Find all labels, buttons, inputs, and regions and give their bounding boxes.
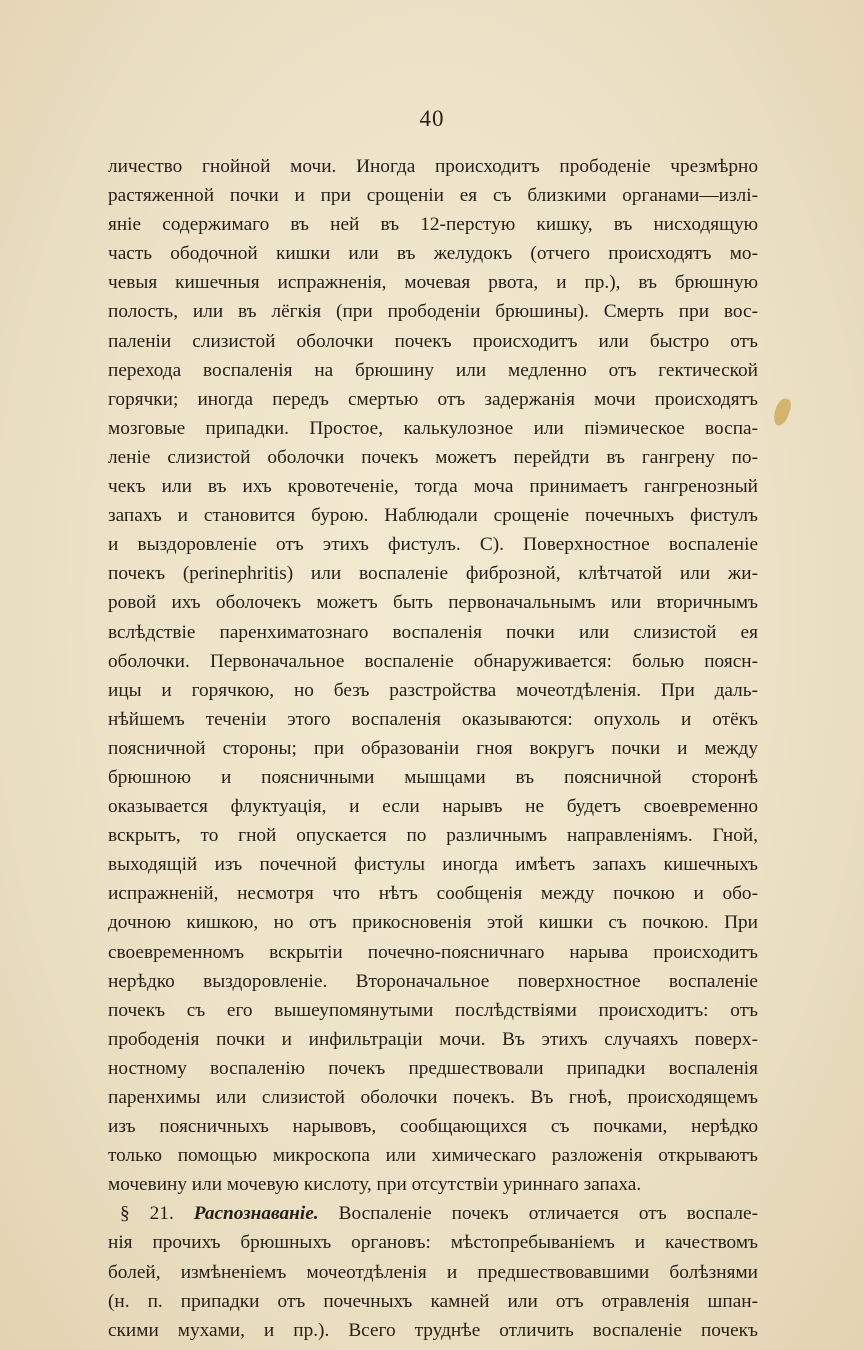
text-line: полость, или въ лёгкія (при прободеніи брюшины). Смерть при вос- [108, 301, 758, 323]
text-line: вслѣдствіе паренхиматознаго воспаленія почки или слизистой ея [108, 621, 758, 643]
text-line: нія прочихъ брюшныхъ органовъ: мѣстопребываніемъ и качествомъ [108, 1232, 758, 1254]
text-line: своевременномъ вскрытіи почечно-поясничнаго нарыва происходитъ [108, 941, 758, 963]
text-line: яніе содержимаго въ ней въ 12-перстую кишку, въ нисходящую [108, 214, 758, 236]
text-line: часть ободочной кишки или въ желудокъ (отчего происходятъ мо- [108, 243, 758, 265]
section-first-line [108, 1199, 758, 1228]
text-line: почекъ съ его вышеупомянутыми послѣдствіями происходитъ: отъ [108, 999, 758, 1021]
text-line: перехода воспаленія на брюшину или медленно отъ гектической [108, 359, 758, 381]
text-line: личество гнойной мочи. Иногда происходитъ прободеніе чрезмѣрно [108, 156, 758, 177]
text-line: почекъ (perinephritis) или воспаленіе фиброзной, клѣтчатой или жи- [108, 563, 758, 585]
text-line: только помощью микроскопа или химическаго разложенія открываютъ [108, 1145, 758, 1167]
text-line: испражненій, несмотря что нѣтъ сообщенія между почкою и обо- [108, 883, 758, 905]
section-number: § 21. [120, 1203, 174, 1225]
text-line: леніе слизистой оболочки почекъ можетъ перейдти въ гангрену по- [108, 446, 758, 468]
text-line: запахъ и становится бурою. Наблюдали срощеніе почечныхъ фистулъ [108, 505, 758, 527]
text-line: мочевину или мочевую кислоту, при отсутствіи уриннаго запаха. [108, 1174, 642, 1196]
section-heading: Распознаваніе. [193, 1203, 319, 1225]
text-line: чевыя кишечныя испражненія, мочевая рвота, и пр.), въ брюшную [108, 272, 758, 294]
text-line: прободенія почки и инфильтраціи мочи. Въ этихъ случаяхъ поверх- [108, 1028, 758, 1050]
text-line: оказывается флуктуація, и если нарывъ не будетъ своевременно [108, 796, 758, 818]
text-line: ровой ихъ оболочекъ можетъ быть первоначальнымъ или вторичнымъ [108, 592, 758, 614]
text-line: и выздоровленіе отъ этихъ фистулъ. C). Поверхностное воспаленіе [108, 534, 758, 556]
text-line: нерѣдко выздоровленіе. Второначальное поверхностное воспаленіе [108, 970, 758, 992]
text-line: поясничной стороны; при образованіи гноя вокругъ почки и между [108, 737, 758, 759]
text-line: паленіи слизистой оболочки почекъ происходитъ или быстро отъ [108, 330, 758, 352]
text-line: оболочки. Первоначальное воспаленіе обнаруживается: болью поясн- [108, 650, 758, 672]
text-line: изъ поясничныхъ нарывовъ, сообщающихся съ почками, нерѣдко [108, 1116, 758, 1138]
text-line: горячки; иногда передъ смертью отъ задержанія мочи происходятъ [108, 388, 758, 410]
text-line: растяженной почки и при срощеніи ея съ близкими органами—излі- [108, 185, 758, 207]
text-line: паренхимы или слизистой оболочки почекъ. Въ гноѣ, происходящемъ [108, 1087, 758, 1108]
section-text: Воспаленіе почекъ отличается отъ воспале- [338, 1203, 759, 1225]
text-line: брюшною и поясничными мышцами въ поясничной сторонѣ [108, 766, 758, 788]
page-number: 40 [419, 106, 445, 131]
text-line: ностному воспаленію почекъ предшествовали припадки воспаленія [108, 1057, 758, 1079]
text-line: болей, измѣненіемъ мочеотдѣленія и предшествовавшими болѣзнями [108, 1261, 758, 1283]
text-line: ицы и горячкою, но безъ разстройства мочеотдѣленія. При даль- [108, 679, 758, 701]
body-text [108, 152, 758, 1345]
text-line: дочною кишкою, но отъ прикосновенія этой кишки съ почкою. При [108, 912, 758, 934]
text-line: (н. п. припадки отъ почечныхъ камней или отъ отравленія шпан- [108, 1290, 758, 1312]
paper-stain [771, 396, 794, 427]
text-line: нѣйшемъ теченіи этого воспаленія оказываются: опухоль и отёкъ [108, 708, 758, 730]
text-line: выходящій изъ почечной фистулы иногда имѣетъ запахъ кишечныхъ [108, 854, 758, 876]
text-line: вскрытъ, то гной опускается по различнымъ направленіямъ. Гной, [108, 825, 758, 847]
text-line: скими мухами, и пр.). Всего труднѣе отличить воспаленіе почекъ [108, 1319, 758, 1341]
text-line: чекъ или въ ихъ кровотеченіе, тогда моча принимаетъ гангренозный [108, 476, 758, 498]
text-line: мозговые припадки. Простое, калькулозное или піэмическое воспа- [108, 417, 758, 439]
